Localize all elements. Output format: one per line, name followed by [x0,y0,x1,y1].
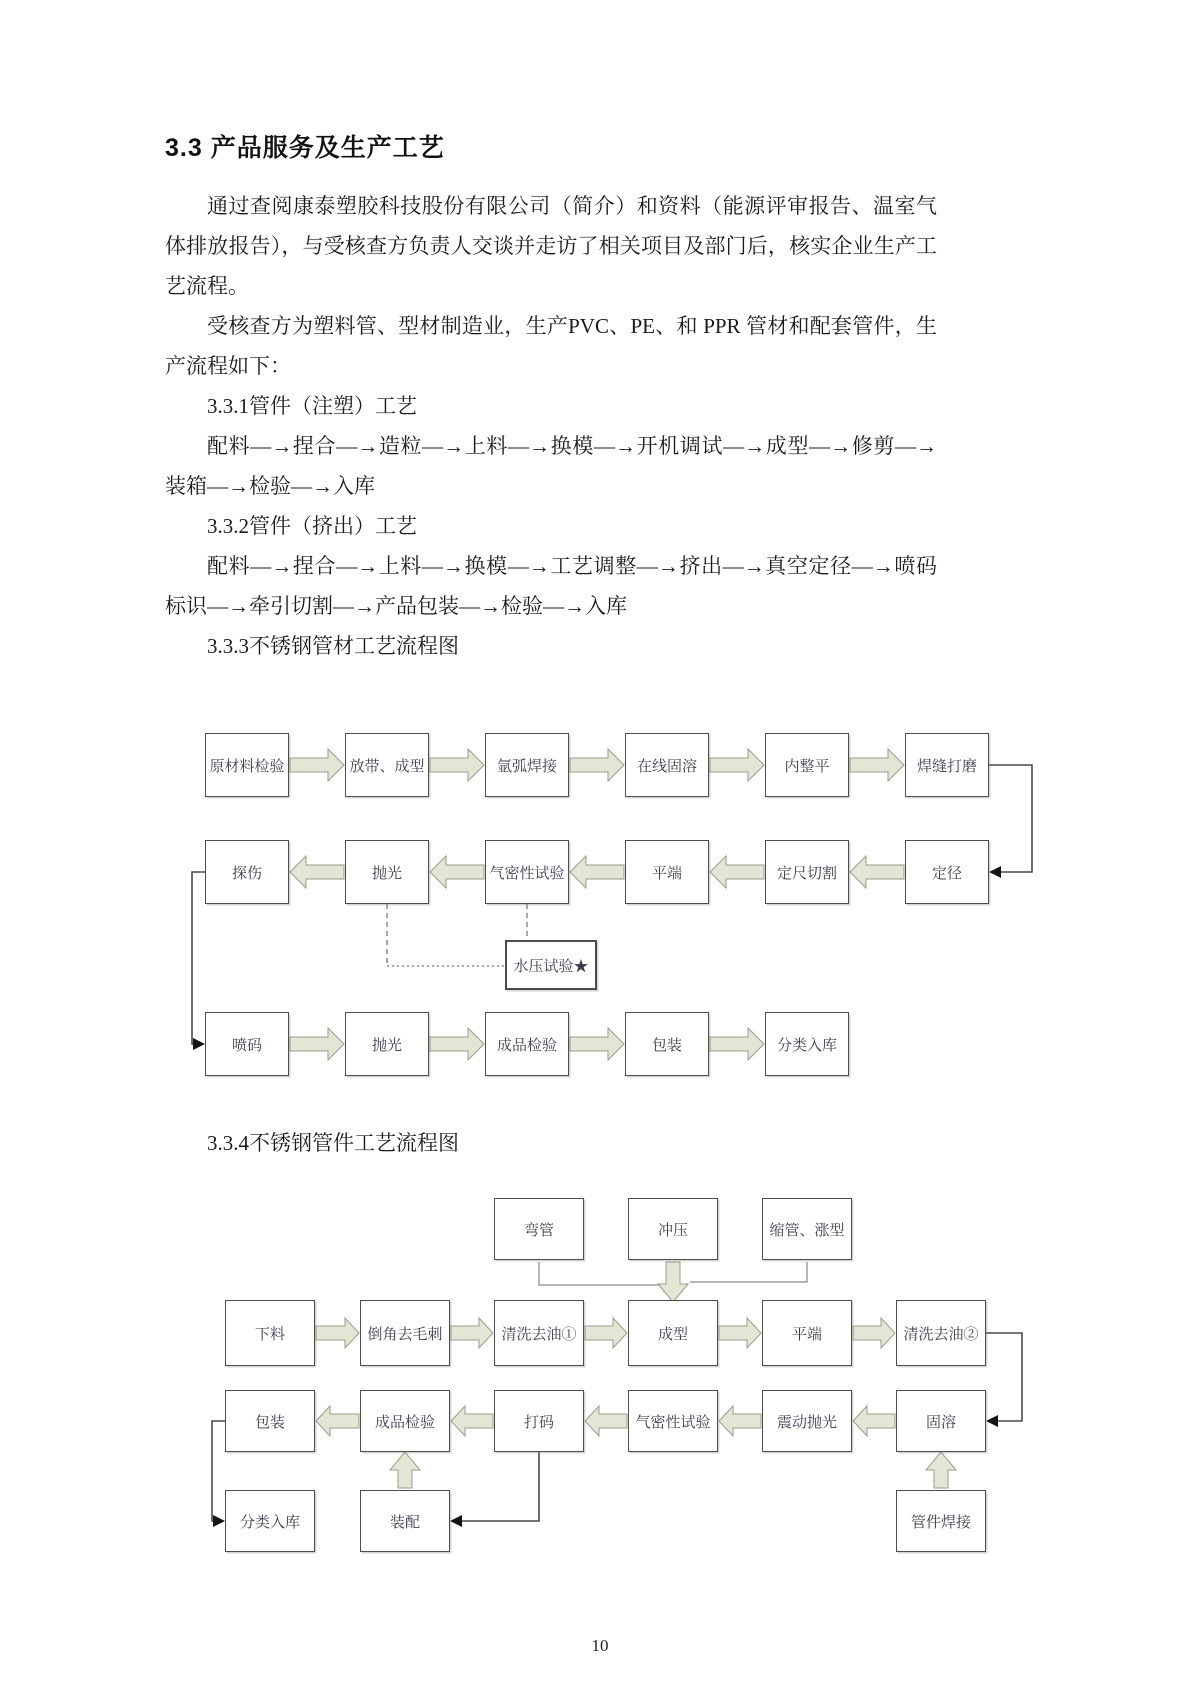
box-weld-grinding: 焊缝打磨 [905,733,989,797]
box-solution-treatment: 固溶 [896,1390,986,1452]
box-chamfer-deburring: 倒角去毛刺 [360,1300,450,1366]
box-blanking: 下料 [225,1300,315,1366]
box-shrink-expand: 缩管、涨型 [762,1198,852,1260]
box-inner-flattening: 内整平 [765,733,849,797]
box-cleaning-degreasing-2: 清洗去油② [896,1300,986,1366]
box-cut-to-length: 定尺切割 [765,840,849,904]
box-forming: 成型 [628,1300,718,1366]
heading-3-3-2: 3.3.2管件（挤出）工艺 [207,514,417,538]
section-title: 3.3 产品服务及生产工艺 [165,134,445,162]
box-flat-end: 平端 [625,840,709,904]
box-packaging-2: 包装 [225,1390,315,1452]
box-flaw-detection: 探伤 [205,840,289,904]
box-pipe-bending: 弯管 [494,1198,584,1260]
paragraph-company-scope: 受核查方为塑料管、型材制造业，生产PVC、PE、和 PPR 管材和配套管件，生产流程如下： [165,314,937,378]
box-finished-product-inspection: 成品检验 [485,1012,569,1076]
box-polishing: 抛光 [345,840,429,904]
heading-3-3-4: 3.3.4不锈钢管件工艺流程图 [207,1131,459,1155]
box-stamping: 冲压 [628,1198,718,1260]
box-coding: 打码 [494,1390,584,1452]
box-packaging: 包装 [625,1012,709,1076]
box-strip-feeding-forming: 放带、成型 [345,733,429,797]
box-air-tightness-test: 气密性试验 [485,840,569,904]
page-number: 10 [591,1636,609,1655]
box-classified-warehousing: 分类入库 [765,1012,849,1076]
heading-3-3-3: 3.3.3不锈钢管材工艺流程图 [207,634,459,658]
box-raw-material-inspection: 原材料检验 [205,733,289,797]
paragraph-verification-intro: 通过查阅康泰塑胶科技股份有限公司（简介）和资料（能源评审报告、温室气体排放报告），与受核查方负责人交谈并走访了相关项目及部门后，核实企业生产工艺流程。 [165,194,937,298]
box-sizing: 定径 [905,840,989,904]
box-hydraulic-test: 水压试验★ [505,940,597,990]
flow1-connector-lines [192,765,1032,1050]
box-inkjet-coding: 喷码 [205,1012,289,1076]
process-line-injection: 配料—→捏合—→造粒—→上料—→换模—→开机调试—→成型—→修剪—→装箱—→检验—→入库 [165,434,937,498]
heading-3-3-1: 3.3.1管件（注塑）工艺 [207,394,417,418]
box-air-tightness-test-2: 气密性试验 [628,1390,718,1452]
box-assembly: 装配 [360,1490,450,1552]
box-classified-warehousing-2: 分类入库 [225,1490,315,1552]
box-vibration-polishing: 震动抛光 [762,1390,852,1452]
box-finished-inspection-2: 成品检验 [360,1390,450,1452]
box-fitting-welding: 管件焊接 [896,1490,986,1552]
box-online-solution-treatment: 在线固溶 [625,733,709,797]
box-argon-arc-welding: 氩弧焊接 [485,733,569,797]
process-line-extrusion: 配料—→捏合—→上料—→换模—→工艺调整—→挤出—→真空定径—→喷码标识—→牵引切割—→产品包装—→检验—→入库 [165,554,937,618]
box-cleaning-degreasing-1: 清洗去油① [494,1300,584,1366]
box-polishing-final: 抛光 [345,1012,429,1076]
flow2-block-arrows [316,1262,956,1488]
box-flat-end-2: 平端 [762,1300,852,1366]
